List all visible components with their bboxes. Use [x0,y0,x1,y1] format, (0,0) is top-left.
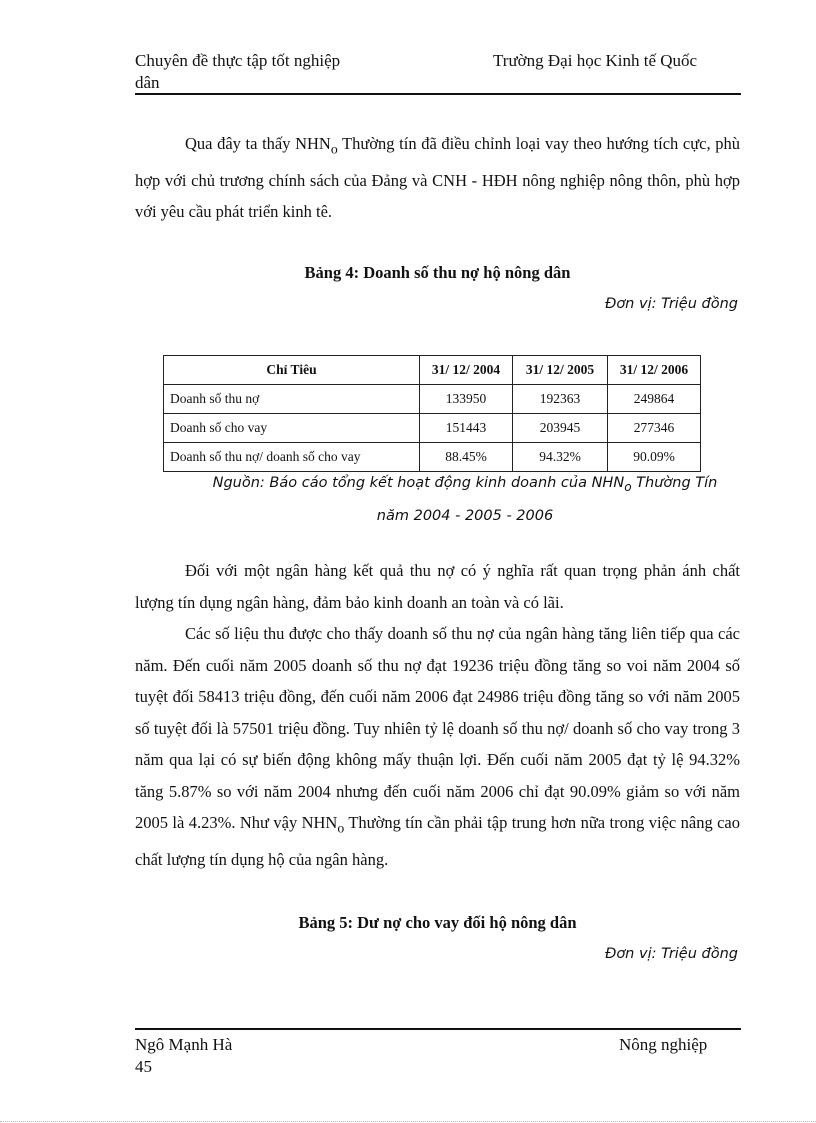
table4-source-line2: năm 2004 - 2005 - 2006 [376,507,554,524]
table4-source [170,469,760,531]
table4-caption: Bảng 4: Doanh số thu nợ hộ nông dân [304,263,571,282]
intro-subscript: o [330,141,338,157]
body-p2-before: Các số liệu thu được cho thấy doanh số thu nợ của ngân hàng tăng liên tiếp qua các năm. Đến cuối năm 2005 doanh số thu nợ đạt 19236 triệu đồng tăng so voi năm 2004 số tuyệt đối 58413 triệu đồng, đến cuối năm 2006 đạt 24986 triệu đồng tăng so với năm 2005 số tuyệt đối là 57501 triệu đồng. Tuy nhiên tỷ lệ doanh số thu nợ/ doanh số cho vay trong 3 năm qua lại có sự biến động không mấy thuận lợi. Đến cuối năm 2005 đạt tỷ lệ 94.32% tăng 5.87% so với năm 2004 nhưng đến cuối năm 2006 chỉ đạt 90.09% giảm so với năm 2005 là 4.23%. Như vậy NHN [135,624,740,832]
table4-cell: 203945 [513,414,608,443]
table4-cell: 249864 [608,385,701,414]
header-right: Trường Đại học Kinh tế Quốc [493,51,698,70]
table-row [164,443,701,472]
intro-text-after: Thường tín đã điều chỉnh loại vay theo hướng tích cực, phù hợp với chủ trương chính sách của Đảng và CNH - HĐH nông nghiệp nông thôn, phù hợp với yêu cầu phát triển kinh tê. [135,134,740,222]
header-rule [135,93,741,95]
source-subscript: o [624,479,632,494]
table4-cell: 277346 [608,414,701,443]
intro-text-before: Qua đây ta thấy NHN [185,134,331,153]
table4-header-row [164,356,701,385]
header-left-continued: dân [135,73,160,92]
body-paragraph-2 [135,618,740,875]
table4-cell: 133950 [420,385,513,414]
footer-page-number: 45 [135,1057,152,1076]
body-paragraph-1: Đối với một ngân hàng kết quả thu nợ có ý nghĩa rất quan trọng phản ánh chất lượng tín dụng ngân hàng, đảm bảo kinh doanh an toàn và có lãi. [135,561,740,612]
table4-cell: 151443 [420,414,513,443]
table4-row-label: Doanh số thu nợ/ doanh số cho vay [164,443,420,472]
intro-paragraph [135,128,740,228]
table4-source-line1 [170,469,760,502]
header-left: Chuyên đề thực tập tốt nghiệp [135,51,341,70]
page-bottom-divider [0,1121,816,1122]
table4-cell: 90.09% [608,443,701,472]
footer-department: Nông nghiệp [619,1035,708,1054]
table4-header-cell: Chỉ Tiêu [164,356,420,385]
footer-rule [135,1028,741,1030]
table-row [164,414,701,443]
source-text-before: Nguồn: Báo cáo tổng kết hoạt động kinh doanh của NHN [212,475,625,491]
source-text-after: Thường Tín [631,475,718,491]
body-paragraphs [135,555,740,875]
table4-unit: Đơn vị: Triệu đồng [605,296,738,312]
table5-caption: Bảng 5: Dư nợ cho vay đối hộ nông dân [298,913,577,932]
footer-author: Ngô Mạnh Hà [135,1035,233,1054]
table-row [164,385,701,414]
table4-header-cell: 31/ 12/ 2005 [513,356,608,385]
table4-row-label: Doanh số thu nợ [164,385,420,414]
table4-header-cell: 31/ 12/ 2004 [420,356,513,385]
table5-unit: Đơn vị: Triệu đồng [605,946,738,962]
table4-row-label: Doanh số cho vay [164,414,420,443]
body-p2-after: Thường tín cần phải tập trung hơn nữa trong việc nâng cao chất lượng tín dụng hộ của ngân hàng. [135,813,740,869]
body-p2-subscript: o [337,820,345,836]
table4-cell: 192363 [513,385,608,414]
table4-cell: 94.32% [513,443,608,472]
table4-header-cell: 31/ 12/ 2006 [608,356,701,385]
table4-cell: 88.45% [420,443,513,472]
table4 [163,355,701,472]
